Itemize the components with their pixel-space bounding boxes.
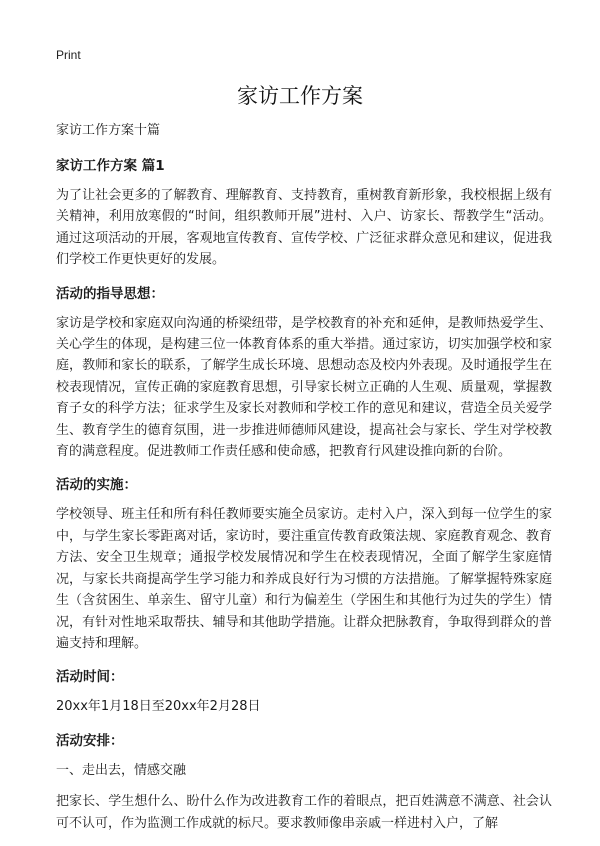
print-link[interactable]: Print [56,48,81,62]
implementation-heading: 活动的实施： [56,477,137,494]
intro-paragraph: 为了让社会更多的了解教育、理解教育、支持教育，重树教育新形象，我校根据上级有关精神，利用放寒假的“时间，组织教师开展”进村、入户、访家长、帮教学生“活动。通过这项活动的开展，客观地宣传教育、宣传学校、广泛征求群众意见和建议，促进我们学校工作更快更好的发展。 [56,188,552,268]
document-body [56,120,552,846]
page-title: 家访工作方案 [237,84,363,108]
implementation-paragraph: 学校领导、班主任和所有科任教师要实施全员家访。走村入户，深入到每一位学生的家中，与学生家长零距离对话，家访时，要注重宣传教育政策法规、家庭教育观念、教育方法、安全卫生规章；通报学校发展情况和学生在校表现情况，全面了解学生家庭情况，与家长共商提高学生学习能力和养成良好行为习惯的方法措施。了解掌握特殊家庭生（含贫困生、单亲生、留守儿童）和行为偏差生（学困生和其他行为过失的学生）情况，有针对性地采取帮扶、辅导和其他助学措施。让群众把脉教育，争取得到群众的普遍支持和理解。 [56,507,552,651]
guiding-paragraph: 家访是学校和家庭双向沟通的桥梁纽带，是学校教育的补充和延伸，是教师热爱学生、关心学生的体现，是构建三位一体教育体系的重大举措。通过家访，切实加强学校和家庭，教师和家长的联系，了解学生成长环境、思想动态及校内外表现。及时通报学生在校表现情况，宣传正确的家庭教育思想，引导家长树立正确的人生观、质量观，掌握教育子女的科学方法；征求学生及家长对教师和学校工作的意见和建议，营造全员关爱学生、教育学生的德育氛围，进一步推进师德师风建设，提高社会与家长、学生对学校教育的满意程度。促进教师工作责任感和使命感，把教育行风建设推向新的台阶。 [56,315,552,460]
arrangement-item-1: 一、走出去，情感交融 [56,762,187,778]
time-heading: 活动时间： [56,669,124,686]
section-heading-1: 家访工作方案 篇1 [56,158,165,174]
time-paragraph: 20xx年1月18日至20xx年2月28日 [56,699,261,715]
guiding-heading: 活动的指导思想： [56,285,164,302]
arrangement-paragraph: 把家长、学生想什么、盼什么作为改进教育工作的着眼点，把百姓满意不满意、社会认可不认可，作为监测工作成就的标尺。要求教师像串亲戚一样进村入户，了解 [56,794,552,831]
arrangement-heading: 活动安排： [56,732,124,749]
document-subtitle: 家访工作方案十篇 [56,123,161,138]
